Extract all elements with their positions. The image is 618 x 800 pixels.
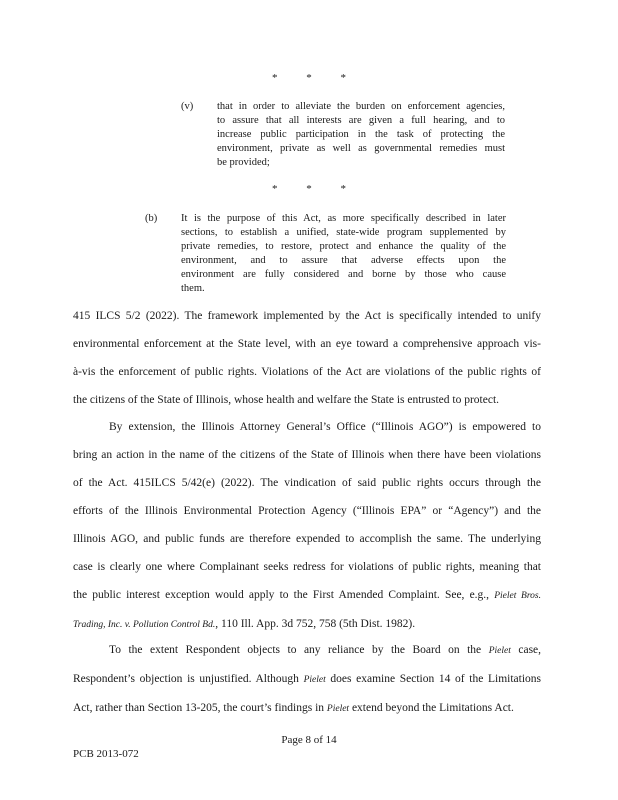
quote-line: environment, and to assure that adverse effects upon the bbox=[181, 255, 506, 266]
quote-line: environment, private as well as governmental remedies must bbox=[217, 143, 505, 154]
paragraph-framework bbox=[73, 302, 541, 414]
body-text: case, bbox=[518, 644, 542, 656]
quote-line: them. bbox=[181, 283, 205, 294]
quote-line: sections, to establish a unified, state-wide program supplemented by bbox=[181, 227, 506, 238]
body-line bbox=[73, 694, 541, 723]
quote-line: It is the purpose of this Act, as more specifically described in later bbox=[181, 213, 506, 224]
body-line bbox=[73, 665, 541, 694]
body-text: the public interest exception would apply to the First Amended Complaint. See, e.g., bbox=[73, 589, 490, 601]
quote-text bbox=[181, 212, 506, 296]
quote-line: to assure that all interests are given a full hearing, and to bbox=[217, 115, 505, 126]
quote-label: (b) bbox=[145, 213, 158, 224]
body-line: By extension, the Illinois Attorney General’s Office (“Illinois AGO”) is empowered to bbox=[109, 421, 541, 433]
body-text: Respondent’s objection is unjustified. Although bbox=[73, 673, 299, 685]
paragraph-attorney-general bbox=[73, 413, 541, 639]
block-quote-b bbox=[145, 212, 515, 298]
quote-line: private remedies, to restore, protect and enhance the quality of the bbox=[181, 241, 506, 252]
body-line: case is clearly one where Complainant seeks redress for violations of public rights, meaning that bbox=[73, 561, 541, 573]
body-line: 415 ILCS 5/2 (2022). The framework implemented by the Act is specifically intended to unify bbox=[73, 310, 541, 322]
quote-label: (v) bbox=[181, 101, 194, 112]
body-text: extend beyond the Limitations Act. bbox=[351, 702, 514, 714]
body-line: of the Act. 415ILCS 5/42(e) (2022). The vindication of said public rights occurs through the bbox=[73, 477, 541, 489]
section-omission-marker: * * * bbox=[272, 72, 346, 84]
body-line bbox=[73, 610, 541, 639]
quote-line: that in order to alleviate the burden on enforcement agencies, bbox=[217, 101, 505, 112]
quote-line: environment are fully considered and borne by those who cause bbox=[181, 269, 506, 280]
quote-line: be provided; bbox=[217, 157, 270, 168]
body-line: the citizens of the State of Illinois, whose health and welfare the State is entrusted to protect. bbox=[73, 394, 500, 406]
case-citation: Pielet Bros. bbox=[494, 591, 541, 601]
quote-text bbox=[217, 100, 505, 170]
paragraph-pielet bbox=[73, 636, 541, 723]
case-number: PCB 2013-072 bbox=[73, 748, 139, 760]
body-line bbox=[73, 636, 541, 665]
case-citation: Pielet bbox=[326, 704, 350, 714]
body-line: bring an action in the name of the citizens of the State of Illinois when there have been violations bbox=[73, 449, 541, 461]
case-citation: Trading, Inc. v. Pollution Control Bd. bbox=[73, 620, 216, 630]
quote-line: increase public participation in the task of protecting the bbox=[217, 129, 505, 140]
case-citation: Pielet bbox=[488, 646, 511, 656]
page-number: Page 8 of 14 bbox=[281, 734, 337, 746]
section-omission-marker: * * * bbox=[272, 183, 346, 195]
body-text: To the extent Respondent objects to any reliance by the Board on the bbox=[109, 644, 482, 656]
body-text: does examine Section 14 of the Limitations bbox=[330, 673, 542, 685]
body-line: environmental enforcement at the State level, with an eye toward a comprehensive approach vis- bbox=[73, 338, 541, 350]
body-text: , 110 Ill. App. 3d 752, 758 (5th Dist. 1982). bbox=[215, 618, 416, 630]
body-line: à-vis the enforcement of public rights. Violations of the Act are violations of the public rights of bbox=[73, 366, 541, 378]
body-line bbox=[73, 581, 541, 610]
block-quote-v bbox=[181, 100, 511, 172]
body-line: Illinois AGO, and public funds are therefore expended to accomplish the same. The underlying bbox=[73, 533, 541, 545]
body-text: Act, rather than Section 13-205, the court’s findings in bbox=[73, 702, 325, 714]
case-citation: Pielet bbox=[303, 675, 326, 685]
body-line: efforts of the Illinois Environmental Protection Agency (“Illinois EPA” or “Agency”) and the bbox=[73, 505, 541, 517]
